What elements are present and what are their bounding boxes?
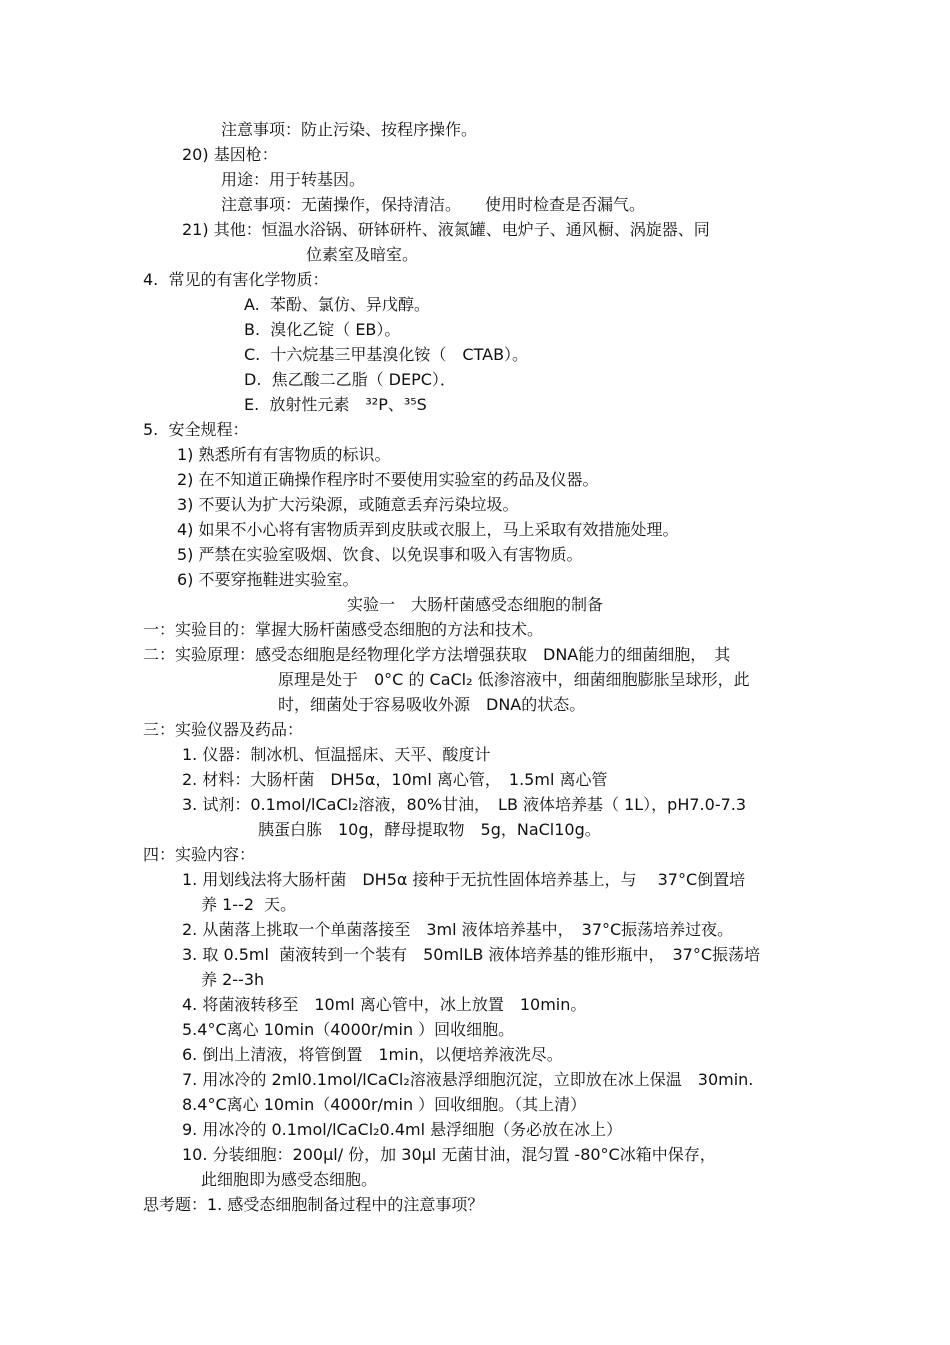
continuation-line: 位素室及暗室。 [306,245,419,264]
list-item: 5) 严禁在实验室吸烟、饮食、以免误事和吸入有害物质。 [177,545,583,564]
continuation-line: 养 2--3h [201,970,265,989]
step-item: 10. 分装细胞：200μl/ 份，加 30μl 无菌甘油，混匀置 -80°C冰箱中保存， [182,1145,716,1164]
continuation-line: 时，细菌处于容易吸收外源 DNA的状态。 [278,695,586,714]
experiment-title: 实验一 大肠杆菌感受态细胞的制备 [346,595,603,614]
list-item: 3. 试剂：0.1mol/lCaCl₂溶液，80%甘油， LB 液体培养基（ 1L），pH7.0-7.3 [182,795,747,814]
list-item: D. 焦乙酸二乙脂（ DEPC）． [244,370,456,389]
note-line: 注意事项：无菌操作，保持清洁。 使用时检查是否漏气。 [221,195,646,214]
step-item: 1. 用划线法将大肠杆菌 DH5α 接种于无抗性固体培养基上，与 37°C倒置培 [182,870,746,889]
list-item: 1. 仪器：制冰机、恒温摇床、天平、酸度计 [182,745,491,764]
step-item: 4. 将菌液转移至 10ml 离心管中，冰上放置 10min。 [182,995,587,1014]
question-line: 思考题：1. 感受态细胞制备过程中的注意事项？ [143,1195,484,1214]
list-item: B. 溴化乙锭（ EB）。 [244,320,401,339]
list-item: 2) 在不知道正确操作程序时不要使用实验室的药品及仪器。 [177,470,599,489]
section-heading: 4. 常见的有害化学物质： [143,270,329,289]
list-item: 2. 材料：大肠杆菌 DH5α，10ml 离心管， 1.5ml 离心管 [182,770,608,789]
list-item: 6) 不要穿拖鞋进实验室。 [177,570,359,589]
list-item: A. 苯酚、氯仿、异戊醇。 [244,295,430,314]
list-item: 3) 不要认为扩大污染源，或随意丢弃污染垃圾。 [177,495,519,514]
list-item: 1) 熟悉所有有害物质的标识。 [177,445,391,464]
step-item: 8.4°C离心 10min（4000r/min ）回收细胞。（其上清） [182,1095,587,1114]
step-item: 2. 从菌落上挑取一个单菌落接至 3ml 液体培养基中， 37°C振荡培养过夜。 [182,920,734,939]
step-item: 3. 取 0.5ml 菌液转到一个装有 50mlLB 液体培养基的锥形瓶中， 37°C振荡培 [182,945,760,964]
continuation-line: 养 1--2 天。 [201,895,297,914]
continuation-line: 此细胞即为感受态细胞。 [201,1170,378,1189]
section-heading: 二：实验原理：感受态细胞是经物理化学方法增强获取 DNA能力的细菌细胞， 其 [143,645,731,664]
note-line: 注意事项：防止污染、按程序操作。 [221,120,478,139]
step-item: 9. 用冰冷的 0.1mol/lCaCl₂0.4ml 悬浮细胞（务必放在冰上） [182,1120,623,1139]
section-heading: 5. 安全规程： [143,420,249,439]
section-heading: 三：实验仪器及药品： [143,720,304,739]
section-heading: 一：实验目的：掌握大肠杆菌感受态细胞的方法和技术。 [143,620,544,639]
list-item: C. 十六烷基三甲基溴化铵（ CTAB）。 [244,345,529,364]
continuation-line: 胰蛋白胨 10g，酵母提取物 5g，NaCl10g。 [258,820,601,839]
item-heading: 20) 基因枪： [182,145,278,164]
list-item: E. 放射性元素 ³²P、³⁵S [244,395,427,414]
list-item: 4) 如果不小心将有害物质弄到皮肤或衣服上，马上采取有效措施处理。 [177,520,679,539]
step-item: 5.4°C离心 10min（4000r/min ）回收细胞。 [182,1020,515,1039]
section-heading: 四：实验内容： [143,845,256,864]
item-heading: 21) 其他：恒温水浴锅、研钵研杵、液氮罐、电炉子、通风橱、涡旋器、同 [182,220,710,239]
step-item: 6. 倒出上清液，将管倒置 1min，以便培养液洗尽。 [182,1045,563,1064]
step-item: 7. 用冰冷的 2ml0.1mol/lCaCl₂溶液悬浮细胞沉淀，立即放在冰上保温 30min. [182,1070,754,1089]
usage-line: 用途：用于转基因。 [221,170,366,189]
continuation-line: 原理是处于 0°C 的 CaCl₂ 低渗溶液中，细菌细胞膨胀呈球形，此 [278,670,750,689]
